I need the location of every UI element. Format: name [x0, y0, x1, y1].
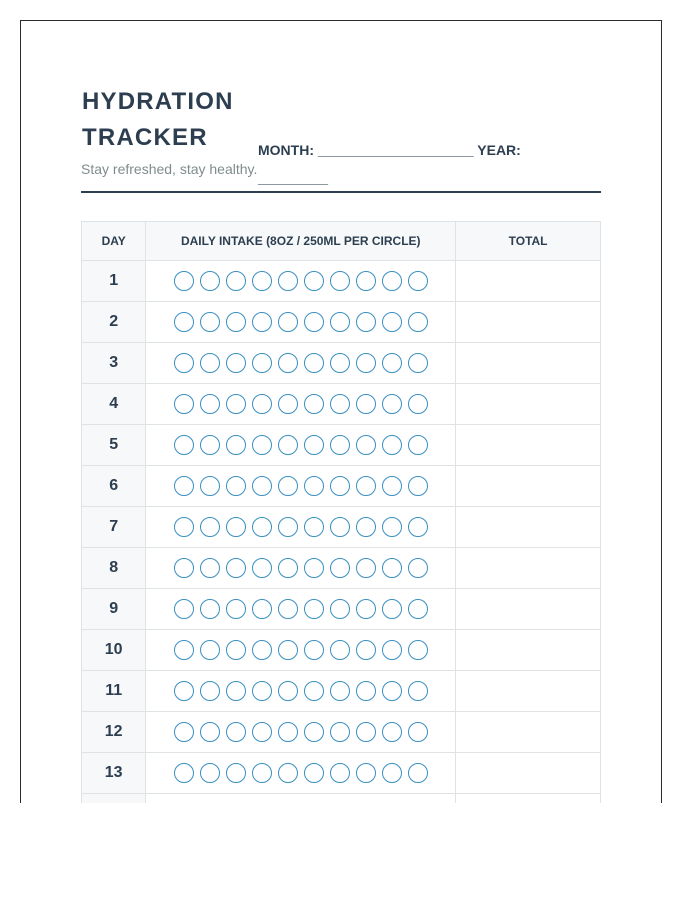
water-circle-icon[interactable] — [226, 312, 246, 332]
water-circle-icon[interactable] — [200, 599, 220, 619]
water-circle-icon[interactable] — [252, 394, 272, 414]
water-circle-icon[interactable] — [278, 517, 298, 537]
month-year-fields — [258, 136, 538, 192]
day-number: 2 — [82, 302, 146, 343]
water-circle-icon[interactable] — [408, 435, 428, 455]
water-circle-icon[interactable] — [174, 476, 194, 496]
table-body — [82, 261, 601, 804]
water-circle-icon[interactable] — [200, 558, 220, 578]
water-circle-icon[interactable] — [304, 435, 324, 455]
water-circle-icon[interactable] — [200, 763, 220, 783]
water-circle-icon[interactable] — [382, 312, 402, 332]
water-circle-icon[interactable] — [278, 353, 298, 373]
intake-circles — [146, 312, 455, 332]
intake-cell — [146, 548, 456, 589]
water-circle-icon[interactable] — [330, 722, 350, 742]
water-circle-icon[interactable] — [304, 312, 324, 332]
month-label: MONTH: — [258, 142, 314, 158]
water-circle-icon[interactable] — [408, 517, 428, 537]
water-circle-icon[interactable] — [278, 640, 298, 660]
water-circle-icon[interactable] — [200, 312, 220, 332]
water-circle-icon[interactable] — [408, 763, 428, 783]
water-circle-icon[interactable] — [330, 312, 350, 332]
table-row — [82, 466, 601, 507]
water-circle-icon[interactable] — [252, 599, 272, 619]
water-circle-icon[interactable] — [382, 476, 402, 496]
water-circle-icon[interactable] — [200, 435, 220, 455]
water-circle-icon[interactable] — [330, 517, 350, 537]
water-circle-icon[interactable] — [200, 517, 220, 537]
water-circle-icon[interactable] — [252, 640, 272, 660]
water-circle-icon[interactable] — [200, 476, 220, 496]
intake-cell — [146, 466, 456, 507]
water-circle-icon[interactable] — [226, 476, 246, 496]
total-cell[interactable] — [456, 671, 601, 712]
water-circle-icon[interactable] — [330, 763, 350, 783]
water-circle-icon[interactable] — [278, 271, 298, 291]
water-circle-icon[interactable] — [226, 640, 246, 660]
water-circle-icon[interactable] — [226, 599, 246, 619]
intake-cell — [146, 589, 456, 630]
water-circle-icon[interactable] — [304, 271, 324, 291]
table-row — [82, 589, 601, 630]
water-circle-icon[interactable] — [200, 353, 220, 373]
tracker-page — [20, 20, 662, 803]
intake-circles — [146, 722, 455, 742]
water-circle-icon[interactable] — [226, 763, 246, 783]
intake-circles — [146, 476, 455, 496]
day-number: 10 — [82, 630, 146, 671]
water-circle-icon[interactable] — [356, 640, 376, 660]
water-circle-icon[interactable] — [304, 476, 324, 496]
water-circle-icon[interactable] — [226, 722, 246, 742]
water-circle-icon[interactable] — [278, 476, 298, 496]
table-row — [82, 302, 601, 343]
intake-cell — [146, 630, 456, 671]
total-cell[interactable] — [456, 507, 601, 548]
day-number: 6 — [82, 466, 146, 507]
water-circle-icon[interactable] — [252, 558, 272, 578]
water-circle-icon[interactable] — [252, 763, 272, 783]
water-circle-icon[interactable] — [382, 394, 402, 414]
water-circle-icon[interactable] — [408, 599, 428, 619]
water-circle-icon[interactable] — [356, 517, 376, 537]
column-header-intake: DAILY INTAKE (8OZ / 250ML PER CIRCLE) — [146, 222, 456, 261]
intake-circles — [146, 435, 455, 455]
water-circle-icon[interactable] — [356, 353, 376, 373]
tracker-table — [81, 221, 601, 803]
water-circle-icon[interactable] — [226, 394, 246, 414]
page-title: HYDRATION TRACKER — [82, 88, 234, 151]
intake-cell — [146, 343, 456, 384]
water-circle-icon[interactable] — [304, 640, 324, 660]
table-header-row — [82, 222, 601, 261]
total-cell[interactable] — [456, 630, 601, 671]
water-circle-icon[interactable] — [408, 476, 428, 496]
water-circle-icon[interactable] — [200, 640, 220, 660]
water-circle-icon[interactable] — [252, 517, 272, 537]
day-number: 1 — [82, 261, 146, 302]
table-row — [82, 630, 601, 671]
total-cell[interactable] — [456, 343, 601, 384]
day-number: 13 — [82, 753, 146, 794]
intake-cell — [146, 425, 456, 466]
water-circle-icon[interactable] — [252, 271, 272, 291]
water-circle-icon[interactable] — [174, 312, 194, 332]
water-circle-icon[interactable] — [330, 558, 350, 578]
water-circle-icon[interactable] — [278, 763, 298, 783]
water-circle-icon[interactable] — [226, 517, 246, 537]
day-number: 12 — [82, 712, 146, 753]
water-circle-icon[interactable] — [382, 599, 402, 619]
water-circle-icon[interactable] — [304, 722, 324, 742]
water-circle-icon[interactable] — [356, 476, 376, 496]
water-circle-icon[interactable] — [356, 271, 376, 291]
table-row — [82, 384, 601, 425]
intake-cell — [146, 794, 456, 804]
water-circle-icon[interactable] — [408, 353, 428, 373]
water-circle-icon[interactable] — [356, 722, 376, 742]
water-circle-icon[interactable] — [278, 681, 298, 701]
water-circle-icon[interactable] — [174, 763, 194, 783]
day-number — [82, 794, 146, 804]
day-number: 9 — [82, 589, 146, 630]
water-circle-icon[interactable] — [330, 271, 350, 291]
day-number: 7 — [82, 507, 146, 548]
water-circle-icon[interactable] — [330, 599, 350, 619]
water-circle-icon[interactable] — [408, 681, 428, 701]
intake-cell — [146, 671, 456, 712]
total-cell[interactable] — [456, 589, 601, 630]
water-circle-icon[interactable] — [304, 517, 324, 537]
water-circle-icon[interactable] — [174, 640, 194, 660]
table-row — [82, 548, 601, 589]
water-circle-icon[interactable] — [174, 435, 194, 455]
water-circle-icon[interactable] — [382, 353, 402, 373]
water-circle-icon[interactable] — [356, 312, 376, 332]
intake-circles — [146, 681, 455, 701]
water-circle-icon[interactable] — [330, 681, 350, 701]
column-header-day: DAY — [82, 222, 146, 261]
day-number: 3 — [82, 343, 146, 384]
water-circle-icon[interactable] — [200, 681, 220, 701]
total-cell[interactable] — [456, 261, 601, 302]
year-blank[interactable]: _________ — [258, 170, 329, 186]
water-circle-icon[interactable] — [200, 722, 220, 742]
intake-circles — [146, 640, 455, 660]
water-circle-icon[interactable] — [304, 394, 324, 414]
table-row — [82, 712, 601, 753]
table-row — [82, 671, 601, 712]
water-circle-icon[interactable] — [252, 681, 272, 701]
water-circle-icon[interactable] — [330, 640, 350, 660]
intake-cell — [146, 753, 456, 794]
water-circle-icon[interactable] — [356, 681, 376, 701]
water-circle-icon[interactable] — [382, 558, 402, 578]
water-circle-icon[interactable] — [174, 517, 194, 537]
table-row — [82, 507, 601, 548]
intake-cell — [146, 507, 456, 548]
water-circle-icon[interactable] — [408, 722, 428, 742]
intake-cell — [146, 302, 456, 343]
intake-circles — [146, 394, 455, 414]
water-circle-icon[interactable] — [174, 681, 194, 701]
water-circle-icon[interactable] — [330, 394, 350, 414]
water-circle-icon[interactable] — [330, 353, 350, 373]
water-circle-icon[interactable] — [226, 271, 246, 291]
water-circle-icon[interactable] — [174, 722, 194, 742]
water-circle-icon[interactable] — [278, 722, 298, 742]
total-cell[interactable] — [456, 302, 601, 343]
water-circle-icon[interactable] — [382, 271, 402, 291]
intake-circles — [146, 353, 455, 373]
water-circle-icon[interactable] — [200, 394, 220, 414]
water-circle-icon[interactable] — [252, 722, 272, 742]
intake-cell — [146, 712, 456, 753]
water-circle-icon[interactable] — [226, 681, 246, 701]
intake-circles — [146, 517, 455, 537]
water-circle-icon[interactable] — [382, 517, 402, 537]
water-circle-icon[interactable] — [252, 312, 272, 332]
water-circle-icon[interactable] — [304, 599, 324, 619]
water-circle-icon[interactable] — [304, 681, 324, 701]
table-row — [82, 425, 601, 466]
water-circle-icon[interactable] — [252, 435, 272, 455]
water-circle-icon[interactable] — [356, 558, 376, 578]
total-cell[interactable] — [456, 466, 601, 507]
water-circle-icon[interactable] — [408, 640, 428, 660]
water-circle-icon[interactable] — [226, 558, 246, 578]
day-number: 5 — [82, 425, 146, 466]
water-circle-icon[interactable] — [200, 271, 220, 291]
water-circle-icon[interactable] — [330, 476, 350, 496]
total-cell[interactable] — [456, 794, 601, 804]
water-circle-icon[interactable] — [278, 599, 298, 619]
table-row — [82, 753, 601, 794]
total-cell[interactable] — [456, 548, 601, 589]
water-circle-icon[interactable] — [408, 312, 428, 332]
year-label: YEAR: — [477, 142, 521, 158]
water-circle-icon[interactable] — [408, 558, 428, 578]
table-row — [82, 343, 601, 384]
intake-circles — [146, 558, 455, 578]
water-circle-icon[interactable] — [356, 394, 376, 414]
intake-circles — [146, 599, 455, 619]
water-circle-icon[interactable] — [174, 558, 194, 578]
total-cell[interactable] — [456, 384, 601, 425]
water-circle-icon[interactable] — [304, 353, 324, 373]
water-circle-icon[interactable] — [356, 435, 376, 455]
intake-cell — [146, 384, 456, 425]
table-row — [82, 261, 601, 302]
day-number: 8 — [82, 548, 146, 589]
water-circle-icon[interactable] — [330, 435, 350, 455]
water-circle-icon[interactable] — [382, 722, 402, 742]
water-circle-icon[interactable] — [382, 435, 402, 455]
table-row — [82, 794, 601, 804]
total-cell[interactable] — [456, 425, 601, 466]
water-circle-icon[interactable] — [382, 763, 402, 783]
total-cell[interactable] — [456, 712, 601, 753]
column-header-total: TOTAL — [456, 222, 601, 261]
intake-cell — [146, 261, 456, 302]
water-circle-icon[interactable] — [174, 271, 194, 291]
water-circle-icon[interactable] — [174, 394, 194, 414]
water-circle-icon[interactable] — [304, 558, 324, 578]
water-circle-icon[interactable] — [408, 394, 428, 414]
water-circle-icon[interactable] — [226, 353, 246, 373]
day-number: 4 — [82, 384, 146, 425]
total-cell[interactable] — [456, 753, 601, 794]
water-circle-icon[interactable] — [278, 435, 298, 455]
water-circle-icon[interactable] — [356, 763, 376, 783]
water-circle-icon[interactable] — [408, 271, 428, 291]
month-blank[interactable]: ____________________ — [317, 142, 474, 158]
water-circle-icon[interactable] — [382, 640, 402, 660]
page-subtitle: Stay refreshed, stay healthy. — [81, 161, 258, 177]
water-circle-icon[interactable] — [174, 353, 194, 373]
water-circle-icon[interactable] — [252, 353, 272, 373]
water-circle-icon[interactable] — [278, 394, 298, 414]
water-circle-icon[interactable] — [278, 558, 298, 578]
day-number: 11 — [82, 671, 146, 712]
water-circle-icon[interactable] — [174, 599, 194, 619]
water-circle-icon[interactable] — [304, 763, 324, 783]
water-circle-icon[interactable] — [356, 599, 376, 619]
intake-circles — [146, 271, 455, 291]
water-circle-icon[interactable] — [226, 435, 246, 455]
water-circle-icon[interactable] — [382, 681, 402, 701]
water-circle-icon[interactable] — [252, 476, 272, 496]
water-circle-icon[interactable] — [278, 312, 298, 332]
intake-circles — [146, 763, 455, 783]
